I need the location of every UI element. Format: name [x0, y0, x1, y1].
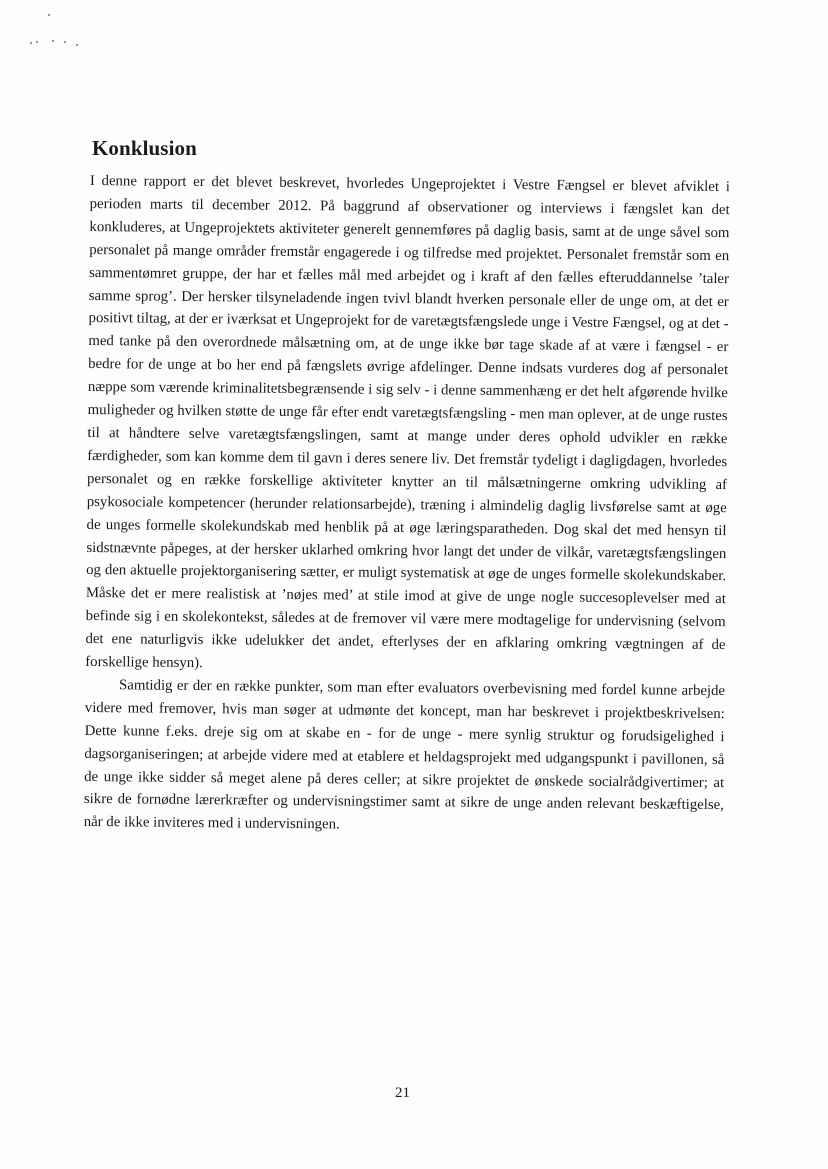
scan-specks — [28, 14, 98, 54]
section-heading: Konklusion — [92, 136, 197, 160]
paragraph-2: Samtidig er der en række punkter, som man efter evaluators overbevisning med fordel kunne arbejde videre med fremover, hvis man søger at udmønte det koncept, man har beskrevet i projektbeskrivelsen: Dette kunne f.eks. dreje sig om at skabe en - for de unge - mere synlig struktur og forudsigelighed i dagsorganiseringen; at arbejde videre med at etablere et heldagsprojekt med udgangspunkt i pavillonen, så de unge ikke sidder så meget alene på deres celler; at sikre projektet de ønskede socialrådgivertimer; at sikre de fornødne lærerkræfter og undervisningstimer samt at sikre de unge anden relevant beskæftigelse, når de ikke inviteres med i undervisningen. — [83, 677, 726, 833]
page-number: 21 — [395, 1085, 410, 1101]
body-text — [84, 170, 730, 840]
paragraph-1: I denne rapport er det blevet beskrevet, hvorledes Ungeprojektet i Vestre Fængsel er blevet afviklet i perioden marts til december 2012. På baggrund af observationer og interviews i fængslet kan det konkluderes, at Ungeprojektets aktiviteter generelt gennemføres på daglig basis, samt at de unge såvel som personalet på mange områder fremstår engagerede i og tilfredse med projektet. Personalet fremstår som en sammentømret gruppe, der har et fælles mål med arbejdet og i kraft af den fælles efteruddannelse ’taler samme sprog’. Der hersker tilsyneladende ingen tvivl blandt hverken personale eller de unge om, at det er positivt tiltag, at der er iværksat et Ungeprojekt for de varetægtsfængslede unge i Vestre Fængsel, og at det - med tanke på den overordnede målsætning om, at de unge ikke bør tage skade af at være i fængsel - er bedre for de unge at bo her end på fængslets øvrige afdelinger. Denne indsats vurderes dog af personalet næppe som værende kriminalitetsbegrænsende i sig selv - i denne sammenhæng er det helt afgørende hvilke muligheder og hvilken støtte de unge får efter endt varetægtsfængsling - men man oplever, at de unge rustes til at håndtere selve varetægtsfængslingen, samt at mange under deres ophold udvikler en række færdigheder, som kan komme dem til gavn i deres senere liv. Det fremstår tydeligt i dagligdagen, hvorledes personalet og en række forskellige aktiviteter knytter an til målsætningerne omkring udvikling af psykosociale kompetencer (herunder relationsarbejde), træning i almindelig daglig livsførelse samt at øge de unges formelle skolekundskab med henblik på at øge læringsparatheden. Dog skal det med hensyn til sidstnævnte påpeges, at der hersker uklarhed omkring hvor langt det under de vilkår, varetægtsfængslingen og den aktuelle projektorganisering sætter, er muligt systematisk at øge de unges formelle skolekundskaber. Måske det er mere realistisk at ’nøjes med’ at stile imod at give de unge nogle succesoplevelser med at befinde sig i en skolekontekst, således at de fremover vil være mere modtagelige for undervisning (selvom det ene naturligvis ikke udelukker det andet, efterlyses der en afklaring omkring vægtningen af de forskellige hensyn). — [85, 172, 730, 672]
